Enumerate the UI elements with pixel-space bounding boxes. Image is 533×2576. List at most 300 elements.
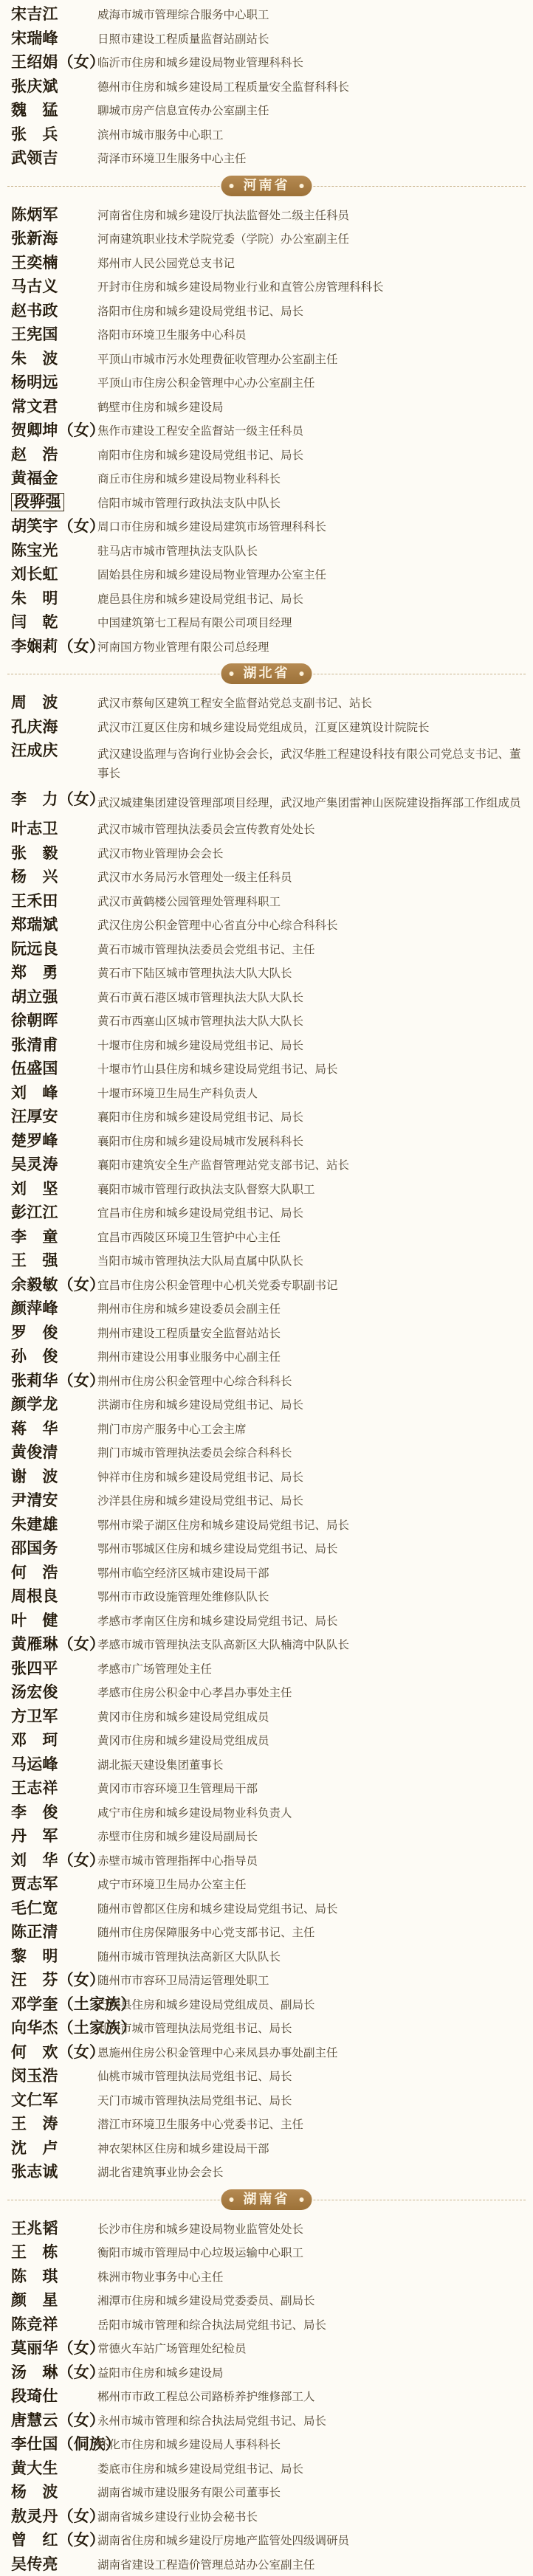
honoree-position: 德州市住房和城乡建设局工程质量安全监督科科长 [97, 80, 349, 94]
honoree-row [0, 1440, 533, 1465]
honoree-row [0, 715, 533, 739]
honoree-position: 武汉市物业管理协会会长 [97, 847, 224, 860]
honoree-row [0, 562, 533, 587]
honoree-name: 楚罗峰 [11, 1133, 58, 1150]
honoree-name: 邓学奎（土家族） [11, 1996, 137, 2013]
honoree-row [0, 2552, 533, 2576]
honoree-row [0, 1129, 533, 1153]
honoree-name: 刘 华（女） [11, 1852, 105, 1869]
honoree-position: 益阳市住房和城乡建设局 [97, 2366, 224, 2380]
bullet-dot-icon [300, 2197, 304, 2202]
honoree-name: 谢 波 [11, 1468, 58, 1485]
honoree-row [0, 1728, 533, 1753]
honoree-name: 张 兵 [11, 126, 58, 143]
honoree-row [0, 913, 533, 937]
honoree-row [0, 2217, 533, 2241]
honoree-row [0, 1561, 533, 1585]
honoree-row [0, 1081, 533, 1105]
honoree-position: 株洲市物业事务中心主任 [97, 2271, 224, 2284]
honoree-position: 宜昌市西陵区环境卫生管护中心主任 [97, 1231, 281, 1244]
honoree-position: 信阳市城市管理行政执法支队中队长 [97, 497, 281, 510]
honoree-name: 郑瑞斌 [11, 916, 58, 933]
honoree-row [0, 1632, 533, 1657]
honoree-row [0, 443, 533, 467]
honoree-row [0, 1753, 533, 1777]
honoree-position: 黄冈市住房和城乡建设局党组成员 [97, 1734, 269, 1747]
honoree-row [0, 370, 533, 395]
province-name: 河南省 [244, 178, 290, 193]
honoree-row [0, 635, 533, 659]
honoree-row [0, 203, 533, 227]
honoree-row [0, 1657, 533, 1681]
honoree-name: 张莉华（女） [11, 1372, 105, 1389]
honoree-position: 沙洋县住房和城乡建设局党组书记、局长 [97, 1494, 303, 1508]
honoree-name: 赵 浩 [11, 446, 58, 463]
honoree-position: 湖南省城乡建设行业协会秘书长 [97, 2510, 258, 2524]
honoree-name: 周根良 [11, 1588, 58, 1605]
honoree-position: 鹿邑县住房和城乡建设局党组书记、局长 [97, 593, 303, 606]
honoree-name: 何 浩 [11, 1564, 58, 1581]
honoree-name: 叶志卫 [11, 821, 58, 838]
honoree-position: 荆州市住房公积金管理中心综合科科长 [97, 1375, 292, 1388]
honoree-row [0, 2016, 533, 2040]
honoree-name: 王兆韬 [11, 2220, 58, 2237]
honoree-row [0, 841, 533, 866]
honoree-position: 孝感市孝南区住房和城乡建设局党组书记、局长 [97, 1615, 338, 1628]
honoree-position: 黄石市黄石港区城市管理执法大队大队长 [97, 991, 303, 1004]
honoree-name: 彭江江 [11, 1204, 58, 1221]
honoree-row [0, 1968, 533, 1992]
honoree-row [0, 1105, 533, 1129]
honoree-row [0, 1584, 533, 1609]
honoree-row [0, 1896, 533, 1921]
honoree-name: 丹 军 [11, 1828, 58, 1845]
honoree-name: 何 欢（女） [11, 2044, 105, 2061]
honoree-name: 陈宝光 [11, 542, 58, 559]
honoree-row [0, 2088, 533, 2113]
honoree-row [0, 1536, 533, 1561]
honoree-position: 潜江市环境卫生服务中心党委书记、主任 [97, 2118, 303, 2131]
honoree-name: 闫 乾 [11, 614, 58, 631]
honoree-position: 湖南省住房和城乡建设厅房地产监管处四级调研员 [97, 2534, 349, 2547]
honoree-position: 周口市住房和城乡建设局建筑市场管理科科长 [97, 520, 326, 533]
honoree-position: 孝感市城市管理执法支队高新区大队楠湾中队队长 [97, 1638, 349, 1651]
honoree-name: 李仕国（侗族） [11, 2436, 120, 2453]
honoree-name: 伍盛国 [11, 1060, 58, 1077]
honoree-name: 黄大生 [11, 2460, 58, 2477]
honoree-row [0, 2240, 533, 2265]
honoree-row [0, 1177, 533, 1201]
honoree-position: 荆门市房产服务中心工会主席 [97, 1423, 247, 1436]
honoree-name: 马运峰 [11, 1756, 58, 1773]
honoree-row [0, 1465, 533, 1489]
honoree-position: 当阳市城市管理执法大队局直属中队队长 [97, 1254, 303, 1268]
honoree-name: 宋吉江 [11, 6, 58, 23]
honoree-position: 随州市城市管理执法高新区大队队长 [97, 1950, 281, 1964]
honoree-position: 娄底市住房和城乡建设局党组书记、局长 [97, 2462, 303, 2476]
honoree-position: 黄冈市住房和城乡建设局党组成员 [97, 1710, 269, 1724]
honoree-name: 孔庆海 [11, 719, 58, 736]
honoree-position: 荆州市建设公用事业服务中心副主任 [97, 1350, 281, 1364]
province-name: 湖南省 [244, 2192, 290, 2207]
honoree-name: 朱 明 [11, 590, 58, 607]
honoree-position: 荆州市住房和城乡建设委员会副主任 [97, 1302, 281, 1316]
honoree-position: 黄石市城市管理执法委员会党组书记、主任 [97, 943, 315, 956]
honoree-position: 天门市城市管理执法局党组书记、局长 [97, 2094, 292, 2107]
honoree-row [0, 2288, 533, 2313]
honoree-name: 汤宏俊 [11, 1684, 58, 1701]
honoree-name: 赵书政 [11, 303, 58, 320]
honoree-position: 洛阳市住房和城乡建设局党组书记、局长 [97, 305, 303, 318]
honoree-position: 驻马店市城市管理执法支队队长 [97, 545, 258, 558]
honoree-row [0, 1249, 533, 1273]
honoree-name: 吴传亮 [11, 2556, 58, 2573]
honoree-name: 杨 波 [11, 2484, 58, 2501]
honoree-row [0, 739, 533, 787]
honoree-row [0, 2504, 533, 2529]
honoree-position: 襄阳市建筑安全生产监督管理站党支部书记、站长 [97, 1158, 349, 1172]
honoree-position: 荆州市建设工程质量安全监督站站长 [97, 1327, 281, 1340]
honoree-name: 方卫军 [11, 1708, 58, 1725]
honoree-row [0, 2384, 533, 2408]
honoree-position: 武汉市蔡甸区建筑工程安全监督站党总支副书记、站长 [97, 697, 372, 710]
honoree-position: 菏泽市环境卫生服务中心主任 [97, 152, 247, 165]
honoree-row [0, 691, 533, 715]
honoree-name: 莫丽华（女） [11, 2340, 105, 2357]
honoree-position: 神农架林区住房和城乡建设局干部 [97, 2142, 269, 2155]
honoree-position: 荆门市城市管理执法委员会综合科科长 [97, 1446, 292, 1460]
honoree-position: 赤壁市住房和城乡建设局副局长 [97, 1830, 258, 1843]
honoree-position: 武汉市黄鹤楼公园管理处管理科职工 [97, 895, 281, 908]
honoree-position: 仙桃市城市管理执法局党组书记、局长 [97, 2070, 292, 2083]
honoree-position: 黄石市下陆区城市管理执法大队大队长 [97, 967, 292, 980]
honoree-name: 陈正清 [11, 1924, 58, 1941]
honoree-position: 南阳市住房和城乡建设局党组书记、局长 [97, 449, 303, 462]
honoree-position: 恩施州住房公积金管理中心来凤县办事处副主任 [97, 2046, 338, 2059]
honoree-row [0, 50, 533, 75]
honoree-position: 孝感市住房公积金中心孝昌办事处主任 [97, 1686, 292, 1699]
honoree-position: 十堰市环境卫生局生产科负责人 [97, 1087, 258, 1100]
honoree-name: 徐朝晖 [11, 1012, 58, 1029]
honoree-position: 湖北省建筑事业协会会长 [97, 2166, 224, 2179]
honoree-position: 武汉市水务局污水管理处一级主任科员 [97, 871, 292, 884]
honoree-name: 武领吉 [11, 150, 58, 167]
honoree-name: 周 波 [11, 694, 58, 711]
honoree-position: 利川市城市管理执法局党组书记、局长 [97, 2022, 292, 2035]
honoree-name: 阮远良 [11, 941, 58, 958]
honoree-name: 王禾田 [11, 893, 58, 910]
honoree-position: 洛阳市环境卫生服务中心科员 [97, 328, 247, 342]
province-label [221, 176, 312, 196]
honoree-position: 永州市城市管理和综合执法局党组书记、局长 [97, 2414, 326, 2428]
honoree-position: 武汉城建集团建设管理部项目经理，武汉地产集团雷神山医院建设指挥部工作组成员 [97, 787, 522, 812]
honoree-name: 张志诚 [11, 2164, 58, 2180]
honoree-name: 段琦仕 [11, 2388, 58, 2405]
honoree-name: 王 涛 [11, 2116, 58, 2133]
honoree-position: 平顶山市城市污水处理费征收管理办公室副主任 [97, 353, 338, 366]
honoree-name: 刘长虹 [11, 566, 58, 583]
honoree-name: 王志祥 [11, 1780, 58, 1797]
honoree-name: 李 童 [11, 1229, 58, 1246]
honoree-name: 宋瑞峰 [11, 30, 58, 47]
honoree-name: 颜萍峰 [11, 1300, 58, 1317]
honoree-position: 河南国方物业管理有限公司总经理 [97, 640, 269, 654]
province-label [221, 2189, 312, 2210]
honoree-name: 刘 坚 [11, 1181, 58, 1198]
honoree-name: 魏 猛 [11, 102, 58, 119]
honoree-position: 湘潭市住房和城乡建设局党委委员、副局长 [97, 2294, 315, 2307]
honoree-name: 邓 珂 [11, 1732, 58, 1749]
honoree-name: 王宪国 [11, 326, 58, 343]
honoree-name: 叶 健 [11, 1612, 58, 1629]
honoree-name: 文仁军 [11, 2092, 58, 2109]
honoree-row [0, 251, 533, 275]
honoree-name: 尹清安 [11, 1492, 58, 1509]
honoree-row [0, 2361, 533, 2385]
honoree-row [0, 1417, 533, 1441]
province-header [0, 170, 533, 203]
honoree-row [0, 466, 533, 491]
honoree-position: 郴州市市政工程总公司路桥养护维修部工人 [97, 2390, 315, 2403]
honoree-row [0, 395, 533, 419]
honoree-row [0, 1057, 533, 1081]
honoree-row [0, 274, 533, 299]
honoree-position: 巴东县住房和城乡建设局党组成员、副局长 [97, 1998, 315, 2012]
bullet-dot-icon [230, 2197, 234, 2202]
honoree-position: 衡阳市城市管理局中心垃圾运输中心职工 [97, 2246, 303, 2259]
honoree-name: 黎 明 [11, 1948, 58, 1965]
honoree-position: 聊城市房产信息宣传办公室副主任 [97, 104, 269, 117]
honoree-position: 湖北振天建设集团董事长 [97, 1758, 224, 1772]
honoree-name: 汪厚安 [11, 1108, 58, 1125]
honoree-row [0, 2528, 533, 2552]
honoree-row [0, 1872, 533, 1896]
honoree-position: 商丘市住房和城乡建设局物业科科长 [97, 472, 281, 486]
honoree-name: 孙 俊 [11, 1348, 58, 1365]
honoree-row [0, 2, 533, 27]
honoree-name: 王奕楠 [11, 255, 58, 272]
honoree-position: 平顶山市住房公积金管理中心办公室副主任 [97, 376, 315, 390]
honoree-position: 鄂州市市政设施管理处维修队队长 [97, 1590, 269, 1603]
honoree-row [0, 491, 533, 515]
honoree-position: 临沂市住房和城乡建设局物业管理科科长 [97, 56, 303, 69]
honoree-position: 黄石市西塞山区城市管理执法大队大队长 [97, 1015, 303, 1028]
honoree-row [0, 1321, 533, 1345]
bullet-dot-icon [230, 671, 234, 676]
honoree-row [0, 1033, 533, 1057]
honoree-name: 沈 卢 [11, 2140, 58, 2157]
honoree-row [0, 1296, 533, 1321]
honoree-position: 固始县住房和城乡建设局物业管理办公室主任 [97, 568, 326, 581]
province-label [221, 663, 312, 684]
honoree-row [0, 2480, 533, 2504]
honoree-position: 湖南省城市建设服务有限公司董事长 [97, 2486, 281, 2499]
honoree-name: 黄雁琳（女） [11, 1636, 105, 1653]
honoree-row [0, 227, 533, 251]
honoree-name: 常文君 [11, 398, 58, 415]
honoree-row [0, 1273, 533, 1297]
honoree-name: 蒋 华 [11, 1420, 58, 1437]
honoree-row [0, 2408, 533, 2433]
honoree-position: 宜昌市住房和城乡建设局党组书记、局长 [97, 1206, 303, 1220]
honoree-row [0, 817, 533, 841]
honoree-position: 怀化市住房和城乡建设局人事科科长 [97, 2438, 281, 2451]
honoree-row [0, 1848, 533, 1873]
bullet-dot-icon [230, 184, 234, 188]
honoree-row [0, 75, 533, 99]
honoree-name: 毛仁宽 [11, 1900, 58, 1917]
honoree-position: 开封市住房和城乡建设局物业行业和直管公房管理科科长 [97, 280, 384, 294]
honoree-position: 中国建筑第七工程局有限公司项目经理 [97, 616, 292, 629]
honoree-position: 焦作市建设工程安全监督站一级主任科员 [97, 424, 303, 438]
honoree-row [0, 1344, 533, 1369]
honoree-name: 张 毅 [11, 845, 58, 862]
honoree-name: 邵国务 [11, 1540, 58, 1557]
honoree-position: 孝感市广场管理处主任 [97, 1662, 212, 1676]
honoree-row [0, 1225, 533, 1249]
honoree-row [0, 985, 533, 1009]
honoree-name: 陈 琪 [11, 2268, 58, 2285]
honoree-position: 洪湖市住房和城乡建设局党组书记、局长 [97, 1398, 303, 1412]
honoree-position: 日照市建设工程质量监督站副站长 [97, 32, 269, 46]
honoree-position: 河南建筑职业技术学院党委（学院）办公室副主任 [97, 232, 349, 246]
honoree-row [0, 1705, 533, 1729]
honoree-row [0, 2064, 533, 2088]
honoree-name: 颜 星 [11, 2292, 58, 2309]
honoree-position: 赤壁市城市管理指挥中心指导员 [97, 1854, 258, 1868]
province-header [0, 2184, 533, 2217]
honoree-row [0, 1609, 533, 1633]
honoree-row [0, 1680, 533, 1705]
honoree-position: 钟祥市住房和城乡建设局党组书记、局长 [97, 1471, 303, 1484]
honoree-name: 刘 峰 [11, 1085, 58, 1102]
honoree-name: 余毅敏（女） [11, 1277, 105, 1294]
honoree-position: 湖南省建设工程造价管理总站办公室副主任 [97, 2558, 315, 2572]
bullet-dot-icon [300, 671, 304, 676]
honoree-name: 李 力（女） [11, 791, 105, 808]
honoree-row [0, 539, 533, 563]
honoree-position: 咸宁市环境卫生局办公室主任 [97, 1878, 247, 1891]
honoree-name: 马古义 [11, 278, 58, 295]
honoree-row [0, 2040, 533, 2065]
honoree-row [0, 1824, 533, 1848]
honoree-name: 汪 芬（女） [11, 1972, 105, 1989]
honoree-name: 段骅强 [11, 493, 64, 511]
honoree-position: 武汉市城市管理执法委员会宣传教育处处长 [97, 823, 315, 836]
honoree-position: 滨州市城市服务中心职工 [97, 128, 224, 142]
honoree-position: 鄂州市梁子湖区住房和城乡建设局党组书记、局长 [97, 1519, 349, 1532]
honoree-row [0, 2336, 533, 2361]
honoree-position: 襄阳市住房和城乡建设局城市发展科科长 [97, 1135, 303, 1148]
honoree-name: 黄福金 [11, 470, 58, 487]
honoree-row [0, 27, 533, 51]
honoree-name: 黄俊清 [11, 1444, 58, 1461]
honoree-row [0, 2265, 533, 2289]
honoree-row [0, 1800, 533, 1825]
honoree-row [0, 2136, 533, 2161]
honoree-position: 武汉市江夏区住房和城乡建设局党组成员，江夏区建筑设计院院长 [97, 721, 430, 734]
honoree-row [0, 1009, 533, 1033]
honoree-name: 汤 琳（女） [11, 2364, 105, 2381]
honoree-position: 郑州市人民公园党总支书记 [97, 257, 235, 270]
honoree-name: 朱 波 [11, 351, 58, 367]
honoree-name: 郑 勇 [11, 964, 58, 981]
honoree-row [0, 787, 533, 817]
honoree-position: 武汉住房公积金管理中心省直分中心综合科科长 [97, 919, 338, 932]
honoree-row [0, 1513, 533, 1537]
province-name: 湖北省 [244, 666, 290, 681]
honoree-name: 颜学龙 [11, 1396, 58, 1413]
honoree-name: 陈炳军 [11, 207, 58, 224]
honoree-position: 岳阳市城市管理和综合执法局党组书记、局长 [97, 2318, 326, 2332]
bullet-dot-icon [300, 184, 304, 188]
honoree-position: 威海市城市管理综合服务中心职工 [97, 8, 269, 21]
honoree-name: 张新海 [11, 230, 58, 247]
honoree-position: 十堰市竹山县住房和城乡建设局党组书记、局长 [97, 1063, 338, 1076]
honoree-name: 闵玉浩 [11, 2068, 58, 2085]
honoree-row [0, 347, 533, 371]
honoree-row [0, 2456, 533, 2481]
honoree-row [0, 2432, 533, 2456]
honoree-position: 鹤壁市住房和城乡建设局 [97, 401, 224, 414]
honoree-position: 鄂州市临空经济区城市建设局干部 [97, 1567, 269, 1580]
honoree-name: 王绍娟（女） [11, 54, 105, 71]
honoree-position: 武汉建设监理与咨询行业协会会长，武汉华胜工程建设科技有限公司党总支书记、董事长 [97, 739, 522, 783]
honoree-name: 陈竞祥 [11, 2316, 58, 2333]
honoree-name: 李娴莉（女） [11, 638, 105, 655]
honoree-position: 襄阳市住房和城乡建设局党组书记、局长 [97, 1111, 303, 1124]
honoree-name: 唐慧云（女） [11, 2412, 105, 2429]
province-header [0, 658, 533, 691]
honoree-row [0, 98, 533, 122]
honoree-name: 朱建雄 [11, 1516, 58, 1533]
honoree-row [0, 961, 533, 985]
honoree-name: 罗 俊 [11, 1325, 58, 1341]
honoree-row [0, 322, 533, 347]
honoree-position: 黄冈市市容环境卫生管理局干部 [97, 1782, 258, 1795]
honoree-position: 宜昌市住房公积金管理中心机关党委专职副书记 [97, 1279, 338, 1292]
honoree-row [0, 1488, 533, 1513]
honoree-name: 汪成庆 [11, 742, 58, 759]
honoree-row [0, 1392, 533, 1417]
honoree-name: 杨 兴 [11, 869, 58, 885]
honoree-position: 十堰市住房和城乡建设局党组书记、局长 [97, 1039, 303, 1052]
honoree-row [0, 2160, 533, 2184]
honoree-row [0, 299, 533, 323]
honoree-name: 张清甫 [11, 1037, 58, 1054]
honoree-row [0, 610, 533, 635]
honoree-position: 咸宁市住房和城乡建设局物业科负责人 [97, 1806, 292, 1820]
honoree-row [0, 1920, 533, 1944]
honoree-name: 曾 红（女） [11, 2532, 105, 2549]
honoree-position: 随州市曾都区住房和城乡建设局党组书记、局长 [97, 1902, 338, 1916]
honoree-position: 随州市住房保障服务中心党支部书记、主任 [97, 1926, 315, 1939]
honoree-row [0, 1369, 533, 1393]
honoree-name: 胡笑宇（女） [11, 518, 105, 535]
honoree-name: 王 强 [11, 1252, 58, 1269]
honoree-name: 王 栋 [11, 2244, 58, 2261]
honoree-row [0, 1944, 533, 1969]
honoree-row [0, 514, 533, 539]
honoree-name: 杨明远 [11, 374, 58, 391]
honoree-row [0, 146, 533, 170]
honoree-row [0, 1201, 533, 1225]
honoree-row [0, 2313, 533, 2337]
honoree-row [0, 1776, 533, 1800]
honoree-row [0, 865, 533, 889]
honoree-position: 常德火车站广场管理处纪检员 [97, 2342, 247, 2355]
honoree-name: 胡立强 [11, 989, 58, 1006]
